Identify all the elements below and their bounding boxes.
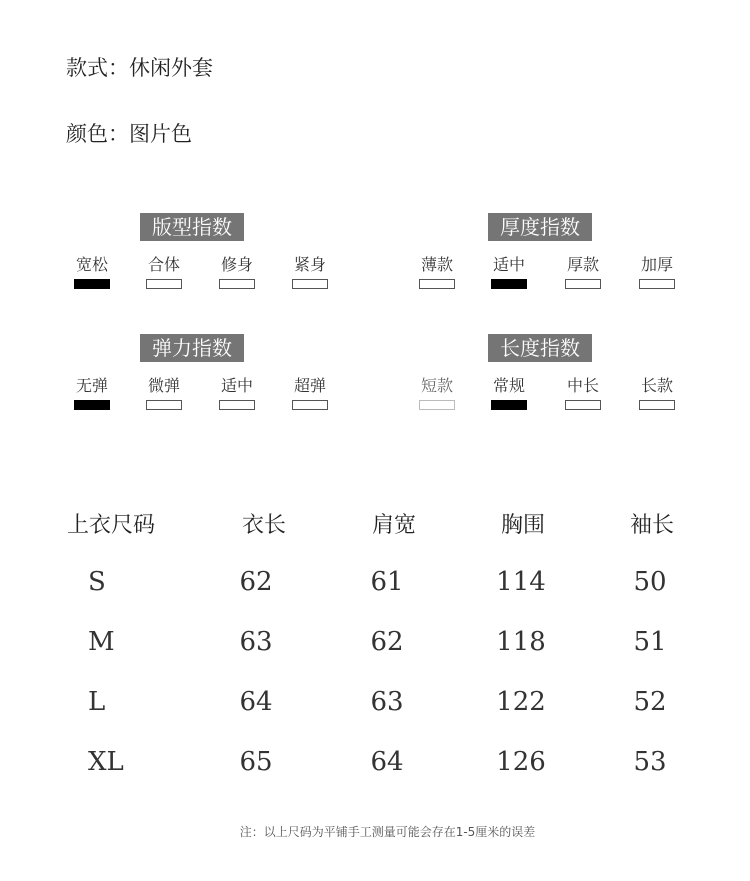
selected-marker (74, 400, 110, 410)
shoulder-cell: 63 (370, 687, 404, 717)
chest-cell: 114 (496, 567, 546, 597)
color-info: 颜色：图片色 (66, 122, 192, 146)
length-index (410, 334, 680, 414)
header-length: 衣长 (241, 513, 287, 538)
header-size: 上衣尺码 (66, 513, 156, 538)
option-marker (639, 400, 675, 410)
selected-marker (491, 400, 527, 410)
fit-option-slim (207, 255, 267, 289)
header-chest: 胸围 (500, 513, 546, 538)
option-marker (565, 400, 601, 410)
sleeve-cell: 52 (633, 687, 667, 717)
option-marker (565, 279, 601, 289)
selected-marker (74, 279, 110, 289)
shoulder-cell: 64 (370, 747, 404, 777)
option-label: 无弹 (75, 376, 108, 395)
sleeve-cell: 53 (633, 747, 667, 777)
fit-index-title: 版型指数 (140, 213, 244, 241)
length-cell: 64 (239, 687, 273, 717)
fit-option-regular (134, 255, 194, 289)
size-cell: L (88, 687, 106, 717)
option-marker (292, 279, 328, 289)
thickness-index-title: 厚度指数 (488, 213, 592, 241)
elasticity-option-none (62, 376, 122, 410)
chest-cell: 126 (496, 747, 546, 777)
option-label: 适中 (492, 255, 525, 274)
option-marker (292, 400, 328, 410)
option-label: 紧身 (293, 255, 326, 274)
length-cell: 62 (239, 567, 273, 597)
chest-cell: 118 (496, 627, 546, 657)
measurement-note: 注：以上尺码为平铺手工测量可能会存在1-5厘米的误差 (239, 825, 536, 839)
option-label: 中长 (566, 376, 599, 395)
option-label: 加厚 (640, 255, 673, 274)
selected-marker (491, 279, 527, 289)
fit-option-tight (280, 255, 340, 289)
length-option-mid (553, 376, 613, 410)
thickness-index (410, 213, 680, 293)
size-cell: M (88, 627, 115, 657)
thickness-option-extra-thick (627, 255, 687, 289)
option-label: 超弹 (293, 376, 326, 395)
fit-option-loose (62, 255, 122, 289)
elasticity-option-slight (134, 376, 194, 410)
shoulder-cell: 61 (370, 567, 404, 597)
option-marker (219, 400, 255, 410)
size-cell: S (88, 567, 106, 597)
option-label: 合体 (147, 255, 180, 274)
option-marker (419, 279, 455, 289)
option-marker (419, 400, 455, 410)
size-cell: XL (88, 747, 124, 777)
option-label: 修身 (220, 255, 253, 274)
length-cell: 65 (239, 747, 273, 777)
sleeve-cell: 51 (633, 627, 667, 657)
thickness-option-thick (553, 255, 613, 289)
option-label: 适中 (220, 376, 253, 395)
option-label: 微弹 (147, 376, 180, 395)
thickness-option-medium (479, 255, 539, 289)
length-option-long (627, 376, 687, 410)
header-sleeve: 袖长 (629, 513, 675, 538)
length-option-regular (479, 376, 539, 410)
option-label: 宽松 (75, 255, 108, 274)
option-label: 厚款 (566, 255, 599, 274)
elasticity-option-medium (207, 376, 267, 410)
style-info: 款式：休闲外套 (66, 56, 213, 80)
elasticity-index-title: 弹力指数 (140, 334, 244, 362)
chest-cell: 122 (496, 687, 546, 717)
option-label: 短款 (420, 376, 453, 395)
elasticity-index (66, 334, 336, 414)
option-marker (146, 400, 182, 410)
header-shoulder: 肩宽 (371, 513, 417, 538)
option-label: 长款 (640, 376, 673, 395)
fit-index (66, 213, 336, 293)
option-label: 常规 (492, 376, 525, 395)
length-option-short (407, 376, 467, 410)
option-marker (146, 279, 182, 289)
length-index-title: 长度指数 (488, 334, 592, 362)
option-marker (639, 279, 675, 289)
thickness-option-thin (407, 255, 467, 289)
elasticity-option-super (280, 376, 340, 410)
option-marker (219, 279, 255, 289)
option-label: 薄款 (420, 255, 453, 274)
length-cell: 63 (239, 627, 273, 657)
sleeve-cell: 50 (633, 567, 667, 597)
shoulder-cell: 62 (370, 627, 404, 657)
